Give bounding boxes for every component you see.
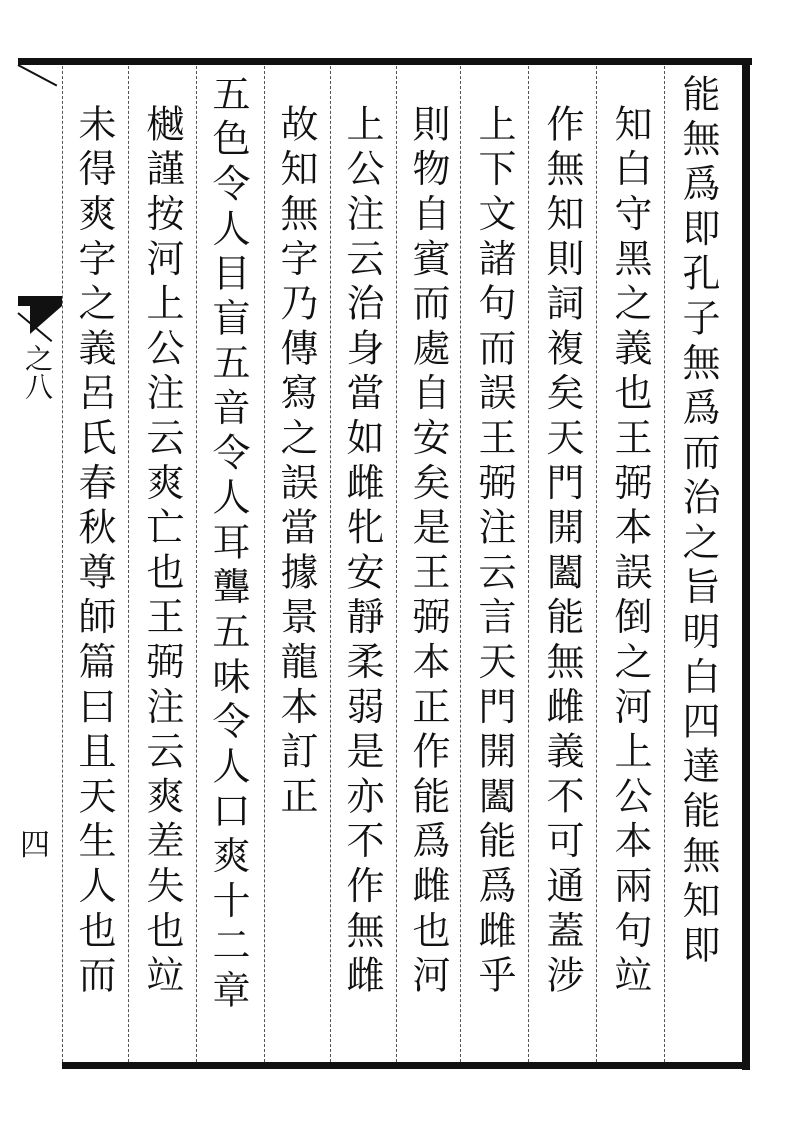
column-rule bbox=[528, 66, 529, 1062]
page-number: 四 bbox=[20, 828, 50, 863]
column-rule bbox=[128, 66, 129, 1062]
text-column: 上公注云治身當如雌牝安靜柔弱是亦不作無雌 bbox=[340, 104, 384, 1000]
frame-top-border bbox=[18, 58, 752, 65]
column-rule bbox=[62, 66, 63, 1062]
text-column: 能無爲即孔子無爲而治之旨明白四達能無知即 bbox=[676, 74, 720, 970]
text-column: 作無知則詞複矣天門開闔能無雌義不可通蓋涉 bbox=[540, 104, 584, 1000]
column-rule bbox=[460, 66, 461, 1062]
bracket-line bbox=[18, 64, 58, 86]
text-column: 樾謹按河上公注云爽亡也王弼注云爽差失也竝 bbox=[140, 104, 184, 1000]
column-rule bbox=[196, 66, 197, 1062]
frame-right-border bbox=[742, 58, 750, 1070]
fishtail-wedge bbox=[30, 306, 62, 334]
text-column: 五色令人目盲五音令人耳聾五味令人口爽十二章 bbox=[206, 74, 250, 1015]
column-rule bbox=[596, 66, 597, 1062]
text-column: 則物自賓而處自安矣是王弼本正作能爲雌也河 bbox=[406, 104, 450, 1000]
text-column: 知白守黑之義也王弼本誤倒之河上公本兩句竝 bbox=[608, 104, 652, 1000]
column-rule bbox=[330, 66, 331, 1062]
frame-bottom-border bbox=[62, 1062, 750, 1069]
column-rule bbox=[396, 66, 397, 1062]
volume-mark: 之八 bbox=[21, 344, 54, 400]
column-rule bbox=[264, 66, 265, 1062]
text-column: 未得爽字之義呂氏春秋尊師篇曰且天生人也而 bbox=[72, 104, 116, 1000]
fishtail-bar bbox=[18, 296, 62, 306]
column-rule bbox=[664, 66, 665, 1062]
text-column: 故知無字乃傳寫之誤當據景龍本訂正 bbox=[274, 104, 318, 821]
text-column: 上下文諸句而誤王弼注云言天門開闔能爲雌乎 bbox=[472, 104, 516, 1000]
